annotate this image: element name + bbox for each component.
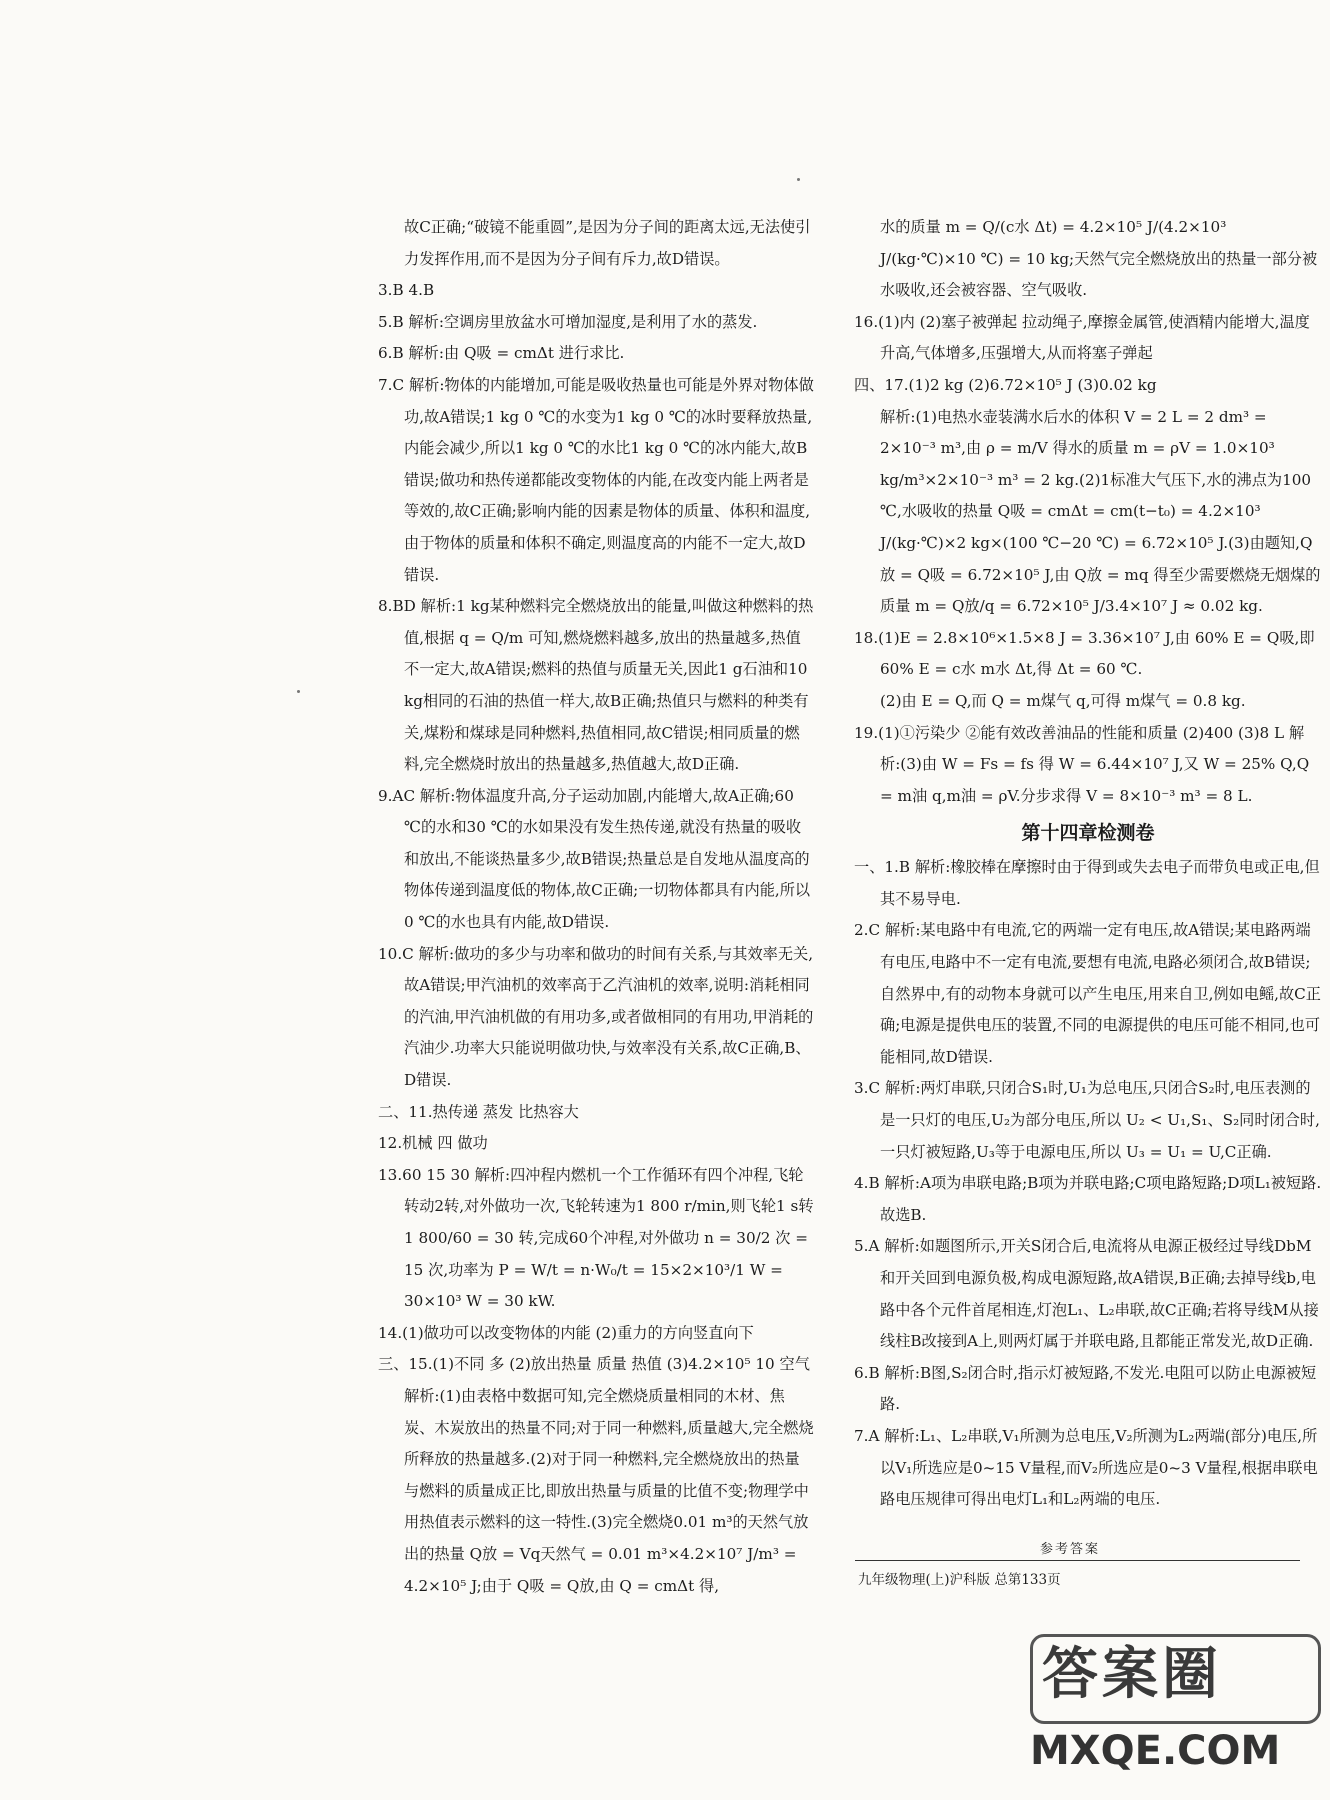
section-heading: 第十四章检测卷 (1021, 822, 1155, 845)
answer-paragraph: 3.C 解析:两灯串联,只闭合S₁时,U₁为总电压,只闭合S₂时,电压表测的是一只灯的电压,U₂为部分电压,所以 U₂ < U₁,S₁、S₂同时闭合时,一只灯被短路,U₃等于电源电压,所以 U₃ = U₁ = U,C正确. (854, 1079, 1320, 1161)
scan-speck (797, 178, 800, 181)
footer-divider (855, 1560, 1300, 1561)
answer-paragraph: 13.60 15 30 解析:四冲程内燃机一个工作循环有四个冲程,飞轮转动2转,对外做功一次,飞轮转速为1 800 r/min,则飞轮1 s转 1 800/60 = 30 转,完成60个冲程,对外做功 n = 30/2 次 = 15 次,功率为 P = W/t = n·W₀/t = 15×2×10³/1 W = 30×10³ W = 30 kW. (378, 1165, 814, 1311)
answer-paragraph: 7.C 解析:物体的内能增加,可能是吸收热量也可能是外界对物体做功,故A错误;1 kg 0 ℃的水变为1 kg 0 ℃的冰时要释放热量,内能会减少,所以1 kg 0 ℃的水比1 kg 0 ℃的冰内能大,故B错误;做功和热传递都能改变物体的内能,在改变内能上两者是等效的,故C正确;影响内能的因素是物体的质量、体积和温度,由于物体的质量和体积不确定,则温度高的内能不一定大,故D错误. (378, 375, 814, 584)
answer-paragraph: 14.(1)做功可以改变物体的内能 (2)重力的方向竖直向下 (378, 1323, 754, 1342)
answer-paragraph: 6.B 解析:B图,S₂闭合时,指示灯被短路,不发光.电阻可以防止电源被短路. (854, 1363, 1317, 1414)
footer-page-info: 九年级物理(上)沪科版 总第133页 (858, 1572, 1061, 1588)
answer-paragraph: 10.C 解析:做功的多少与功率和做功的时间有关系,与其效率无关,故A错误;甲汽油机的效率高于乙汽油机的效率,说明:消耗相同的汽油,甲汽油机做的有用功多,或者做相同的有用功,甲消耗的汽油少.功率大只能说明做功快,与效率没有关系,故C正确,B、D错误. (378, 944, 814, 1090)
answer-paragraph: 19.(1)①污染少 ②能有效改善油品的性能和质量 (2)400 (3)8 L 解析:(3)由 W = Fs = fs 得 W = 6.44×10⁷ J,又 W = 25% Q,Q = m油 q,m油 = ρV.分步求得 V = 8×10⁻³ m³ = 8 L. (854, 723, 1310, 805)
answer-paragraph: (2)由 E = Q,而 Q = m煤气 q,可得 m煤气 = 0.8 kg. (880, 691, 1246, 710)
answer-paragraph: 7.A 解析:L₁、L₂串联,V₁所测为总电压,V₂所测为L₂两端(部分)电压,所以V₁所选应是0~15 V量程,而V₂所选应是0~3 V量程,根据串联电路电压规律可得出电灯L₁和L₂两端的电压. (854, 1426, 1318, 1509)
footer-label: 参考答案 (1040, 1542, 1101, 1557)
answer-paragraph: 8.BD 解析:1 kg某种燃料完全燃烧放出的能量,叫做这种燃料的热值,根据 q = Q/m 可知,燃烧燃料越多,放出的热量越多,热值不一定大,故A错误;燃料的热值与质量无关,因此1 g石油和10 kg相同的石油的热值一样大,故B正确;热值只与燃料的种类有关,煤粉和煤球是同种燃料,热值相同,故C错误;相同质量的燃料,完全燃烧时放出的热量越多,热值越大,故D正确. (378, 597, 814, 774)
answer-paragraph: 2.C 解析:某电路中有电流,它的两端一定有电压,故A错误;某电路两端有电压,电路中不一定有电流,要想有电流,电路必须闭合,故B错误;自然界中,有的动物本身就可以产生电压,用来自卫,例如电鳐,故C正确;电源是提供电压的装置,不同的电源提供的电压可能不相同,也可能相同,故D错误. (854, 921, 1321, 1066)
answer-paragraph: 四、17.(1)2 kg (2)6.72×10⁵ J (3)0.02 kg (854, 375, 1157, 394)
answer-paragraph: 6.B 解析:由 Q吸 = cmΔt 进行求比. (378, 344, 625, 363)
answer-paragraph: 解析:(1)由表格中数据可知,完全燃烧质量相同的木材、焦炭、木炭放出的热量不同;对于同一种燃料,质量越大,完全燃烧所释放的热量越多.(2)对于同一种燃料,完全燃烧放出的热量与燃料的质量成正比,即放出热量与质量的比值不变;物理学中用热值表示燃料的这一特性.(3)完全燃烧0.01 m³的天然气放出的热量 Q放 = Vq天然气 = 0.01 m³×4.2×10⁷ J/m³ = 4.2×10⁵ J;由于 Q吸 = Q放,由 Q = cmΔt 得, (404, 1386, 814, 1595)
watermark-logo (1030, 1630, 1320, 1790)
answer-paragraph: 解析:(1)电热水壶装满水后水的体积 V = 2 L = 2 dm³ = 2×10⁻³ m³,由 ρ = m/V 得水的质量 m = ρV = 1.0×10³ kg/m³×2×10⁻³ m³ = 2 kg.(2)1标准大气压下,水的沸点为100 ℃,水吸收的热量 Q吸 = cmΔt = cm(t−t₀) = 4.2×10³ J/(kg·℃)×2 kg×(100 ℃−20 ℃) = 6.72×10⁵ J.(3)由题知,Q放 = Q吸 = 6.72×10⁵ J,由 Q放 = mq 得至少需要燃烧无烟煤的质量 m = Q放/q = 6.72×10⁵ J/3.4×10⁷ J ≈ 0.02 kg. (880, 407, 1321, 616)
left-column (378, 212, 814, 1602)
answer-paragraph: 5.B 解析:空调房里放盆水可增加湿度,是利用了水的蒸发. (378, 312, 758, 331)
watermark-title: 答案圈 (1042, 1642, 1222, 1707)
answer-paragraph: 一、1.B 解析:橡胶棒在摩擦时由于得到或失去电子而带负电或正电,但其不易导电. (854, 858, 1320, 908)
answer-paragraph: 二、11.热传递 蒸发 比热容大 (378, 1102, 579, 1121)
scan-speck (297, 690, 300, 693)
answer-paragraph: 16.(1)内 (2)塞子被弹起 拉动绳子,摩擦金属管,使酒精内能增大,温度升高,气体增多,压强增大,从而将塞子弹起 (854, 312, 1310, 363)
answer-paragraph: 水的质量 m = Q/(c水 Δt) = 4.2×10⁵ J/(4.2×10³ J/(kg·℃)×10 ℃) = 10 kg;天然气完全燃烧放出的热量一部分被水吸收,还会被容器、空气吸收. (880, 218, 1318, 300)
answer-paragraph: 5.A 解析:如题图所示,开关S闭合后,电流将从电源正极经过导线DbM和开关回到电源负极,构成电源短路,故A错误,B正确;去掉导线b,电路中各个元件首尾相连,灯泡L₁、L₂串联,故C正确;若将导线M从接线柱B改接到A上,则两灯属于并联电路,且都能正常发光,故D正确. (854, 1237, 1319, 1351)
answer-paragraph: 3.B 4.B (378, 281, 435, 300)
answer-paragraph: 故C正确;“破镜不能重圆”,是因为分子间的距离太远,无法使引力发挥作用,而不是因为分子间有斥力,故D错误。 (404, 218, 811, 268)
answer-paragraph: 12.机械 四 做功 (378, 1134, 488, 1153)
answer-paragraph: 4.B 解析:A项为串联电路;B项为并联电路;C项电路短路;D项L₁被短路.故选B. (854, 1174, 1322, 1224)
watermark-url: MXQE.COM (1030, 1728, 1281, 1774)
answer-paragraph: 9.AC 解析:物体温度升高,分子运动加剧,内能增大,故A正确;60 ℃的水和30 ℃的水如果没有发生热传递,就没有热量的吸收和放出,不能谈热量多少,故B错误;热量总是自发地从温度高的物体传递到温度低的物体,故C正确;一切物体都具有内能,所以0 ℃的水也具有内能,故D错误. (378, 786, 811, 932)
right-column (854, 212, 1322, 1516)
answer-paragraph: 18.(1)E = 2.8×10⁶×1.5×8 J = 3.36×10⁷ J,由 60% E = Q吸,即 60% E = c水 m水 Δt,得 Δt = 60 ℃. (854, 628, 1315, 679)
answer-paragraph: 三、15.(1)不同 多 (2)放出热量 质量 热值 (3)4.2×10⁵ 10 空气 (378, 1355, 810, 1374)
